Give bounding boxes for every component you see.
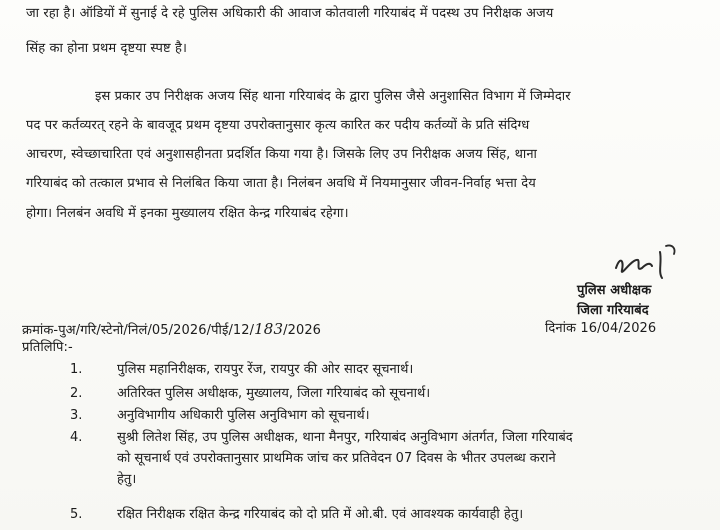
- copy-item-text: अनुविभागीय अधिकारी पुलिस अनुविभाग को सूचनार्थ।: [117, 408, 370, 423]
- copy-item-text: हेतु।: [117, 472, 137, 487]
- reference-prefix: क्रमांक-पुअ/गरि/स्टेनो/निलं/05/2026/पीई/12/: [22, 323, 255, 338]
- copies-heading: प्रतिलिपि:-: [22, 340, 73, 355]
- signatory-district: जिला गरियाबंद: [577, 303, 649, 318]
- copy-item-number: 2.: [70, 386, 83, 401]
- reference-number: [22, 321, 321, 339]
- copy-item-text: को सूचनार्थ एवं उपरोक्तानुसार प्राथमिक जांच कर प्रतिवेदन 07 दिवस के भीतर उपलब्ध कराने: [117, 451, 556, 466]
- body-line-2: सिंह का होना प्रथम दृष्टया स्पष्ट है।: [26, 41, 187, 56]
- copy-item-text: सुश्री लितेश सिंह, उप पुलिस अधीक्षक, थाना मैनपुर, गरियाबंद अनुविभाग अंतर्गत, जिला गरियाबंद: [117, 430, 573, 445]
- signatory-designation: पुलिस अधीक्षक: [577, 283, 652, 298]
- copy-item-text: पुलिस महानिरीक्षक, रायपुर रेंज, रायपुर की ओर सादर सूचनार्थ।: [117, 362, 414, 377]
- copy-item-number: 3.: [70, 408, 83, 423]
- copy-item-text: अतिरिक्त पुलिस अधीक्षक, मुख्यालय, जिला गरियाबंद को सूचनार्थ।: [117, 386, 431, 401]
- copy-item-number: 5.: [70, 507, 83, 522]
- reference-date: [545, 321, 656, 337]
- handwritten-signature: [610, 238, 690, 283]
- copy-item-number: 4.: [70, 430, 83, 445]
- date-label: दिनांक: [545, 321, 577, 336]
- reference-suffix: /2026: [283, 323, 322, 338]
- date-value: 16/04/2026: [580, 321, 657, 336]
- body-line-4: पद पर कर्तव्यरत् रहने के बावजूद प्रथम दृष्टया उपरोक्तानुसार कृत्य कारित कर पदीय कर्तव्यों के प्रति संदिग्ध: [26, 118, 530, 133]
- body-line-1: जा रहा है। ऑडियों में सुनाई दे रहे पुलिस अधिकारी की आवाज कोतवाली गरियाबंद में पदस्थ उप निरीक्षक अजय: [26, 6, 554, 21]
- reference-handwritten-number: 183: [254, 320, 284, 338]
- copy-item-number: 1.: [70, 362, 83, 377]
- body-line-5: आचरण, स्वेच्छाचारिता एवं अनुशासहीनता प्रदर्शित किया गया है। जिसके लिए उप निरीक्षक अजय सिंह, थाना: [26, 147, 538, 162]
- body-line-7: होगा। निलबंन अवधि में इनका मुख्यालय रक्षित केन्द्र गरियाबंद रहेगा।: [26, 206, 349, 221]
- copy-item-text: रक्षित निरीक्षक रक्षित केन्द्र गरियाबंद को दो प्रति में ओ.बी. एवं आवश्यक कार्यवाही हेतु।: [117, 507, 524, 522]
- body-line-3: इस प्रकार उप निरीक्षक अजय सिंह थाना गरियाबंद के द्वारा पुलिस जैसे अनुशासित विभाग में जिम्मेदार: [95, 89, 571, 104]
- body-line-6: गरियाबंद को तत्काल प्रभाव से निलंबित किया जाता है। निलंबन अवधि में नियमानुसार जीवन-निर्वाह भत्ता देय: [26, 176, 536, 191]
